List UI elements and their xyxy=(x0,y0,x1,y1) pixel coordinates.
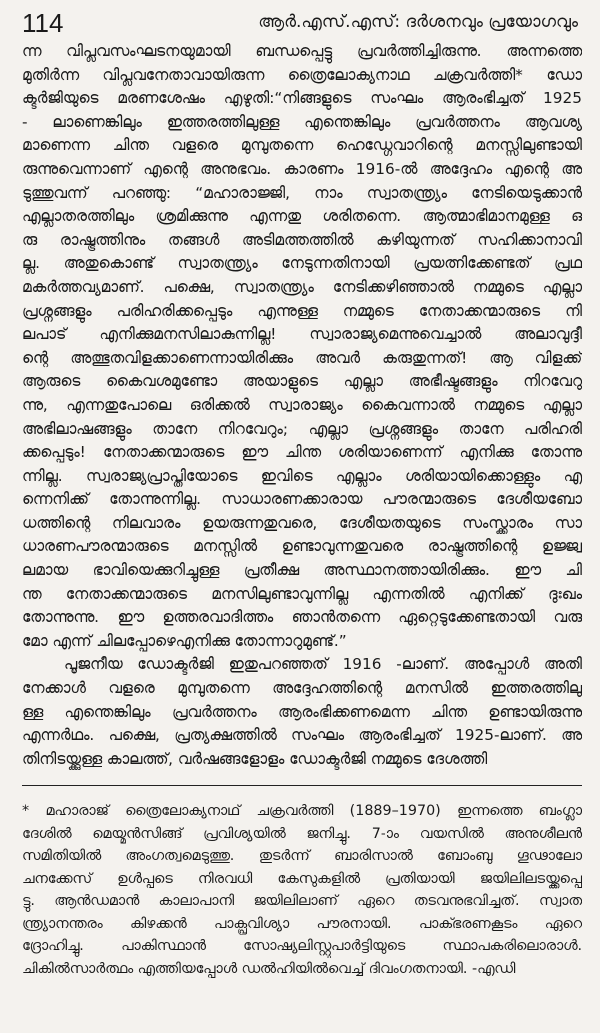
page-number: 114 xyxy=(22,8,64,38)
body-line: ക്ടർജിയുടെ മരണശേഷം എഴുതി:“നിങ്ങളുടെ സംഘം ആരംഭിച്ചത് 1925 xyxy=(22,89,582,108)
body-line: ടുത്തുവന്ന് പറഞ്ഞു: “മഹാരാജ്ജി, നാം സ്വാതന്ത്ര്യം നേടിയെടുക്കാൻ xyxy=(22,183,582,202)
body-line: ധത്തിന്റെ നിലവാരം ഉയരുന്നതുവരെ, ദേശീയതയുടെ സംസ്ക്കാരം സാ xyxy=(22,513,582,532)
body-line: ലമായ ഭാവിയെക്കുറിച്ചുള്ള പ്രതീക്ഷ അസ്ഥാനത്തായിരിക്കും. ഈ ചി xyxy=(22,561,582,580)
footnote-line: ദേശിൽ മെയ്മൻസിങ്ങ് പ്രവിശ്യയിൽ ജനിച്ചു. 7-ാം വയസിൽ അനുശീലൻ xyxy=(22,825,582,842)
body-line: പ്രശ്നങ്ങളും പരിഹരിക്കപ്പെടും എന്നുള്ള നമ്മുടെ നേതാക്കന്മാരുടെ നി xyxy=(22,301,582,320)
footnote-line: * മഹാരാജ് ത്രൈലോക്യനാഥ് ചക്രവർത്തി (1889–1970) ഇന്നത്തെ ബംഗ്ലാ xyxy=(22,803,582,819)
footnote-line: ദ്രോഹിച്ചു. പാകിസ്ഥാൻ സോഷ്യലിസ്റ്റുപാർട്ടിയുടെ സ്ഥാപകരിലൊരാൾ. xyxy=(22,938,582,954)
body-line: ന്റെ അത്ഭുതവിളക്കാണെന്നായിരിക്കും അവർ കരുതുന്നത്! ആ വിളക്ക് xyxy=(22,348,582,367)
footnote-line: ന്ത്ര്യാനന്തരം കിഴക്കൻ പാക്പ്രവിശ്യാ പൗരനായി. പാക്ഭരണകൂടം ഏറെ xyxy=(22,915,582,932)
body-line: തിനിടയ്ക്കുള്ള കാലത്ത്, വർഷങ്ങളോളം ഡോക്ടർജി നമ്മുടെ ദേശത്തി xyxy=(22,749,488,768)
body-line: എല്ലാതരത്തിലും ശ്രമിക്കുന്നു എന്നതു ശരിതന്നെ. ആത്മാഭിമാനമുള്ള ഒ xyxy=(22,207,582,226)
footnote xyxy=(22,800,582,980)
body-line: മോ എന്ന് ചിലപ്പോഴെഎനിക്കു തോന്നാറുമുണ്ട്.” xyxy=(22,631,347,650)
body-line: അഭിലാഷങ്ങളും താനേ നിറവേറും; എല്ലാ പ്രശ്നങ്ങളും താനേ പരിഹരി xyxy=(22,419,582,438)
body-line: ആരുടെ കൈവശമുണ്ടോ അയാളുടെ എല്ലാ അഭീഷ്ടങ്ങളും നിറവേറു xyxy=(22,372,582,391)
body-line: ന്ന വിപ്ലവസംഘടനയുമായി ബന്ധപ്പെട്ടു പ്രവർത്തിച്ചിരുന്നു. അന്നത്തെ xyxy=(22,42,582,60)
footnote-line: ട്ടു. ആൻഡമാൻ കാലാപാനി ജയിലിലാണ് ഏറെ തടവനുഭവിച്ചത്. സ്വാത xyxy=(22,893,582,909)
body-line: രു രാഷ്ട്രത്തിനും തങ്ങൾ അടിമത്തത്തിൽ കഴിയുന്നത് സഹിക്കാനാവി xyxy=(22,230,582,249)
body-line: ള്ള എന്തെങ്കിലും പ്രവർത്തനം ആരംഭിക്കണമെന്ന ചിന്ത ഉണ്ടായിരുന്നു xyxy=(22,702,582,721)
body-line: - ലാണെങ്കിലും ഇത്തരത്തിലുള്ള എന്തെങ്കിലും പ്രവർത്തനം ആവശ്യ xyxy=(22,112,582,131)
body-line: ന്ത നേതാക്കന്മാരുടെ മനസിലുണ്ടാവുന്നില്ല എന്നതിൽ എനിക്ക് ദുഃഖം xyxy=(22,584,582,603)
body-line: പൂജനീയ ഡോക്ടർജി ഇതുപറഞ്ഞത് 1916 -ലാണ്. അപ്പോൾ അതി xyxy=(64,655,582,674)
body-line: ന്നില്ല. സ്വരാജ്യപ്രാപ്തിയോടെ ഇവിടെ എല്ലാം ശരിയായിക്കൊള്ളും എ xyxy=(22,466,582,485)
body-line: തോന്നുന്നു. ഈ ഉത്തരവാദിത്തം ഞാൻതന്നെ ഏറ്റെടുക്കേണ്ടതായി വരു xyxy=(22,608,582,627)
body-line: എന്നർഥം. പക്ഷെ, പ്രത്യക്ഷത്തിൽ സംഘം ആരംഭിച്ചത് 1925-ലാണ്. അ xyxy=(22,726,582,745)
footnote-line: ചനക്കേസ് ഉൾപ്പടെ നിരവധി കേസുകളിൽ പ്രതിയായി ജയിലിലടയ്ക്കപ്പെ xyxy=(22,870,582,887)
running-header xyxy=(22,8,578,38)
body-text xyxy=(22,40,582,771)
body-line: നേക്കാൾ വളരെ മുമ്പുതന്നെ അദ്ദേഹത്തിന്റെ മനസിൽ ഇത്തരത്തിലു xyxy=(22,679,582,698)
footnote-line: സമിതിയിൽ അംഗത്വമെടുത്തു. തുടർന്ന് ബാരിസാൽ ബോംബു ഗൂഢാലോ xyxy=(22,848,582,864)
body-line: മുതിർന്ന വിപ്ലവനേതാവായിരുന്ന ത്രൈലോക്യനാഥ ചക്രവർത്തി* ഡോ xyxy=(22,65,582,84)
body-line: ധാരണപൗരന്മാരുടെ മനസ്സിൽ ഉണ്ടാവുന്നതുവരെ രാഷ്ട്രത്തിന്റെ ഉജ്ജ്വ xyxy=(22,537,582,556)
body-line: ന്നെനിക്ക് തോന്നുന്നില്ല. സാധാരണക്കാരായ പൗരന്മാരുടെ ദേശീയബോ xyxy=(22,490,582,509)
running-title: ആർ.എസ്.എസ്: ദർശനവും പ്രയോഗവും xyxy=(258,12,578,32)
body-line: മാണെന്ന ചിന്ത വളരെ മുമ്പുതന്നെ ഹെഡ്ഗേവാറിന്റെ മനസ്സിലുണ്ടായി xyxy=(22,136,582,155)
body-line: ക്കപ്പെടും! നേതാക്കന്മാരുടെ ഈ ചിന്ത ശരിയാണെന്ന് എനിക്കു തോന്നു xyxy=(22,443,582,462)
body-line: ലപാട് എനിക്കുമനസിലാകുന്നില്ല! സ്വാരാജ്യമെന്നുവെച്ചാൽ അലാവുദ്ദീ xyxy=(22,325,582,344)
footnote-divider xyxy=(22,785,582,786)
footnote-line: ചികിൽസാർത്ഥം എത്തിയപ്പോൾ ഡൽഹിയിൽവെച്ച് ദിവംഗതനായി. -എഡി xyxy=(22,960,516,977)
body-line: ന്നു, എന്നതുപോലെ ഒരിക്കൽ സ്വാരാജ്യം കൈവന്നാൽ നമ്മുടെ എല്ലാ xyxy=(22,395,582,414)
body-line: ല്ല. അതുകൊണ്ട് സ്വാതന്ത്ര്യം നേടുന്നതിനായി പ്രയത്നിക്കേണ്ടത് പ്രഥ xyxy=(22,254,582,273)
body-line: രുന്നുവെന്നാണ് എന്റെ അനുഭവം. കാരണം 1916-ൽ അദ്ദേഹം എന്റെ അ xyxy=(22,159,582,178)
body-line: മകർത്തവ്യമാണ്. പക്ഷെ, സ്വാതന്ത്ര്യം നേടിക്കഴിഞ്ഞാൽ നമ്മുടെ എല്ലാ xyxy=(22,277,582,296)
